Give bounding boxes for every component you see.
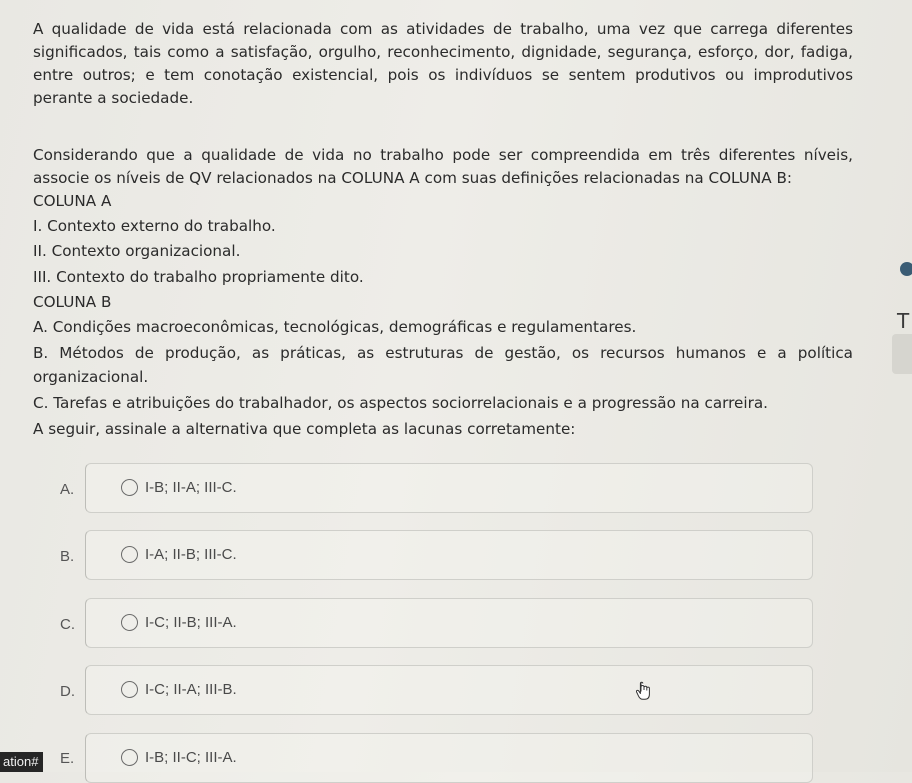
column-b-item-a: A. Condições macroeconômicas, tecnológicas, demográficas e regulamentares. bbox=[33, 318, 637, 336]
cropped-tag-label: ation# bbox=[0, 752, 43, 772]
hand-pointer-icon bbox=[636, 681, 652, 701]
radio-button[interactable] bbox=[121, 749, 138, 766]
question-paragraph-1: A qualidade de vida está relacionada com as atividades de trabalho, uma vez que carrega diferentes significados, tais como a satisfação, orgulho, reconhecimento, dignidade, segurança, esforço, dor, fadiga, entre outros; e tem conotação existencial, pois os indivíduos se sentem produtivos ou improdutivos perante a sociedade. bbox=[33, 20, 853, 107]
column-b-item-b: B. Métodos de produção, as práticas, as estruturas de gestão, os recursos humanos e a política bbox=[33, 344, 853, 362]
option-letter: E. bbox=[60, 750, 75, 767]
column-a-item-3: III. Contexto do trabalho propriamente dito. bbox=[33, 268, 364, 286]
radio-button[interactable] bbox=[121, 546, 138, 563]
option-text: I-B; II-C; III-A. bbox=[145, 749, 237, 766]
question-paragraph-2: Considerando que a qualidade de vida no trabalho pode ser compreendida em três diferentes níveis, associe os níveis de QV relacionados na COLUNA A com suas definições relacionadas na COLUNA B: bbox=[33, 146, 853, 187]
option-text: I-C; II-A; III-B. bbox=[145, 681, 237, 698]
option-c[interactable] bbox=[0, 598, 912, 650]
edge-circle-icon bbox=[900, 262, 912, 276]
column-b-item-b-cont: organizacional. bbox=[33, 368, 149, 386]
radio-button[interactable] bbox=[121, 681, 138, 698]
column-a-item-2: II. Contexto organizacional. bbox=[33, 242, 241, 260]
option-b[interactable] bbox=[0, 530, 912, 582]
edge-letter: T bbox=[897, 309, 910, 333]
column-a-title: COLUNA A bbox=[33, 192, 112, 210]
column-b-item-c: C. Tarefas e atribuições do trabalhador, os aspectos sociorrelacionais e a progressão na carreira. bbox=[33, 394, 768, 412]
option-letter: C. bbox=[60, 616, 75, 633]
option-text: I-C; II-B; III-A. bbox=[145, 614, 237, 631]
option-letter: D. bbox=[60, 683, 75, 700]
option-letter: B. bbox=[60, 548, 75, 565]
option-text: I-A; II-B; III-C. bbox=[145, 546, 237, 563]
instruction-text: A seguir, assinale a alternativa que completa as lacunas corretamente: bbox=[33, 420, 576, 438]
edge-panel bbox=[892, 334, 912, 374]
column-b-title: COLUNA B bbox=[33, 293, 112, 311]
option-a[interactable] bbox=[0, 463, 912, 515]
option-text: I-B; II-A; III-C. bbox=[145, 479, 237, 496]
radio-button[interactable] bbox=[121, 614, 138, 631]
column-a-item-1: I. Contexto externo do trabalho. bbox=[33, 217, 276, 235]
radio-button[interactable] bbox=[121, 479, 138, 496]
option-e[interactable] bbox=[0, 733, 912, 772]
option-letter: A. bbox=[60, 481, 75, 498]
option-d[interactable] bbox=[0, 665, 912, 717]
